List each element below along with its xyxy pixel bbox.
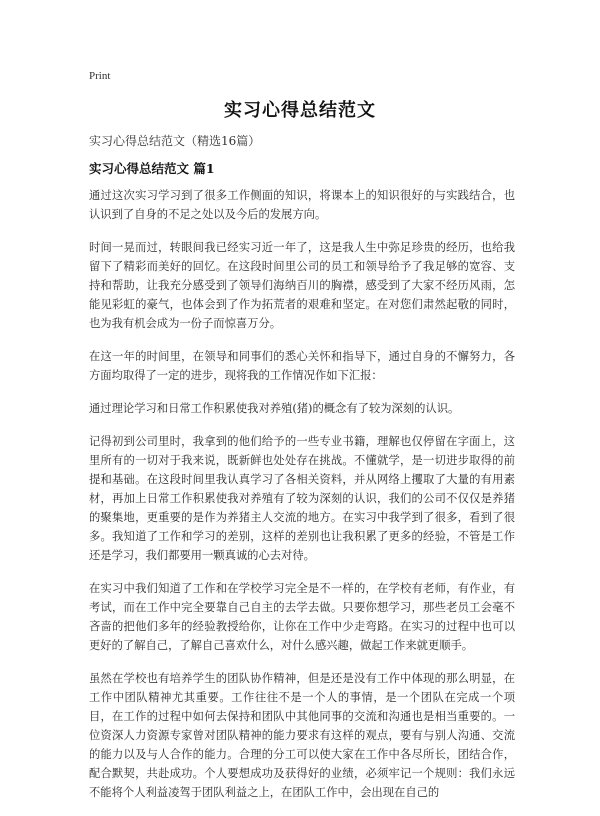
paragraph-5: 记得初到公司里时，我拿到的他们给予的一些专业书籍，理解也仅停留在字面上，这里所有的一切对于我来说，既新鲜也处处存在挑战。不懂就学，是一切进步取得的前提和基础。在这段时间里我认真学习了各相关资料，并从网络上攫取了大量的有用素材，再加上日常工作积累使我对养殖有了较为深刻的认识，我们的公司不仅仅是养猪的聚集地，更重要的是作为养猪主人交流的地方。在实习中我学到了很多，看到了很多。我知道了工作和学习的差别，这样的差别也让我积累了更多的经验，不管是工作还是学习，我们都要用一颗真诚的心去对待。 bbox=[89, 435, 515, 562]
paragraph-6: 在实习中我们知道了工作和在学校学习完全是不一样的，在学校有老师，有作业，有考试，而在工作中完全要靠自己自主的去学去做。只要你想学习，那些老员工会毫不吝啬的把他们多年的经验教授给你，让你在工作中少走弯路。在实习的过程中也可以更好的了解自己，了解自己喜欢什么，对什么感兴趣，做起工作来就更顺手。 bbox=[89, 582, 515, 652]
document-subtitle: 实习心得总结范文（精选16篇） bbox=[89, 134, 261, 148]
print-link[interactable]: Print bbox=[89, 70, 111, 82]
paragraph-2: 时间一晃而过，转眼间我已经实习近一年了，这是我人生中弥足珍贵的经历，也给我留下了精彩而美好的回忆。在这段时间里公司的员工和领导给予了我足够的宽容、支持和帮助，让我充分感受到了领导们海纳百川的胸襟，感受到了大家不经历风雨，怎能见彩虹的豪气，也体会到了作为拓荒者的艰难和坚定。在对您们肃然起敬的同时，也为我有机会成为一份子而惊喜万分。 bbox=[89, 241, 515, 330]
section-heading: 实习心得总结范文 篇1 bbox=[89, 161, 215, 176]
document-title: 实习心得总结范文 bbox=[224, 100, 376, 121]
paragraph-7: 虽然在学校也有培养学生的团队协作精神，但是还是没有工作中体现的那么明显，在工作中团队精神尤其重要。工作往往不是一个人的事情，是一个团队在完成一个项目，在工作的过程中如何去保持和团队中其他同事的交流和沟通也是相当重要的。一位资深人力资源专家曾对团队精神的能力要求有这样的观点，要有与别人沟通、交流的能力以及与人合作的能力。合理的分工可以使大家在工作中各尽所长，团结合作，配合默契，共赴成功。个人要想成功及获得好的业绩，必须牢记一个规则：我们永远不能将个人利益凌驾于团队利益之上，在团队工作中，会出现在自己的 bbox=[89, 672, 515, 799]
paragraph-1: 通过这次实习学习到了很多工作侧面的知识，将课本上的知识很好的与实践结合，也认识到了自身的不足之处以及今后的发展方向。 bbox=[89, 189, 515, 221]
article-body bbox=[89, 186, 515, 816]
paragraph-4: 通过理论学习和日常工作积累使我对养殖(猪)的概念有了较为深刻的认识。 bbox=[89, 402, 460, 415]
paragraph-3: 在这一年的时间里，在领导和同事们的悉心关怀和指导下，通过自身的不懈努力，各方面均取得了一定的进步，现将我的工作情况作如下汇报： bbox=[89, 350, 515, 382]
